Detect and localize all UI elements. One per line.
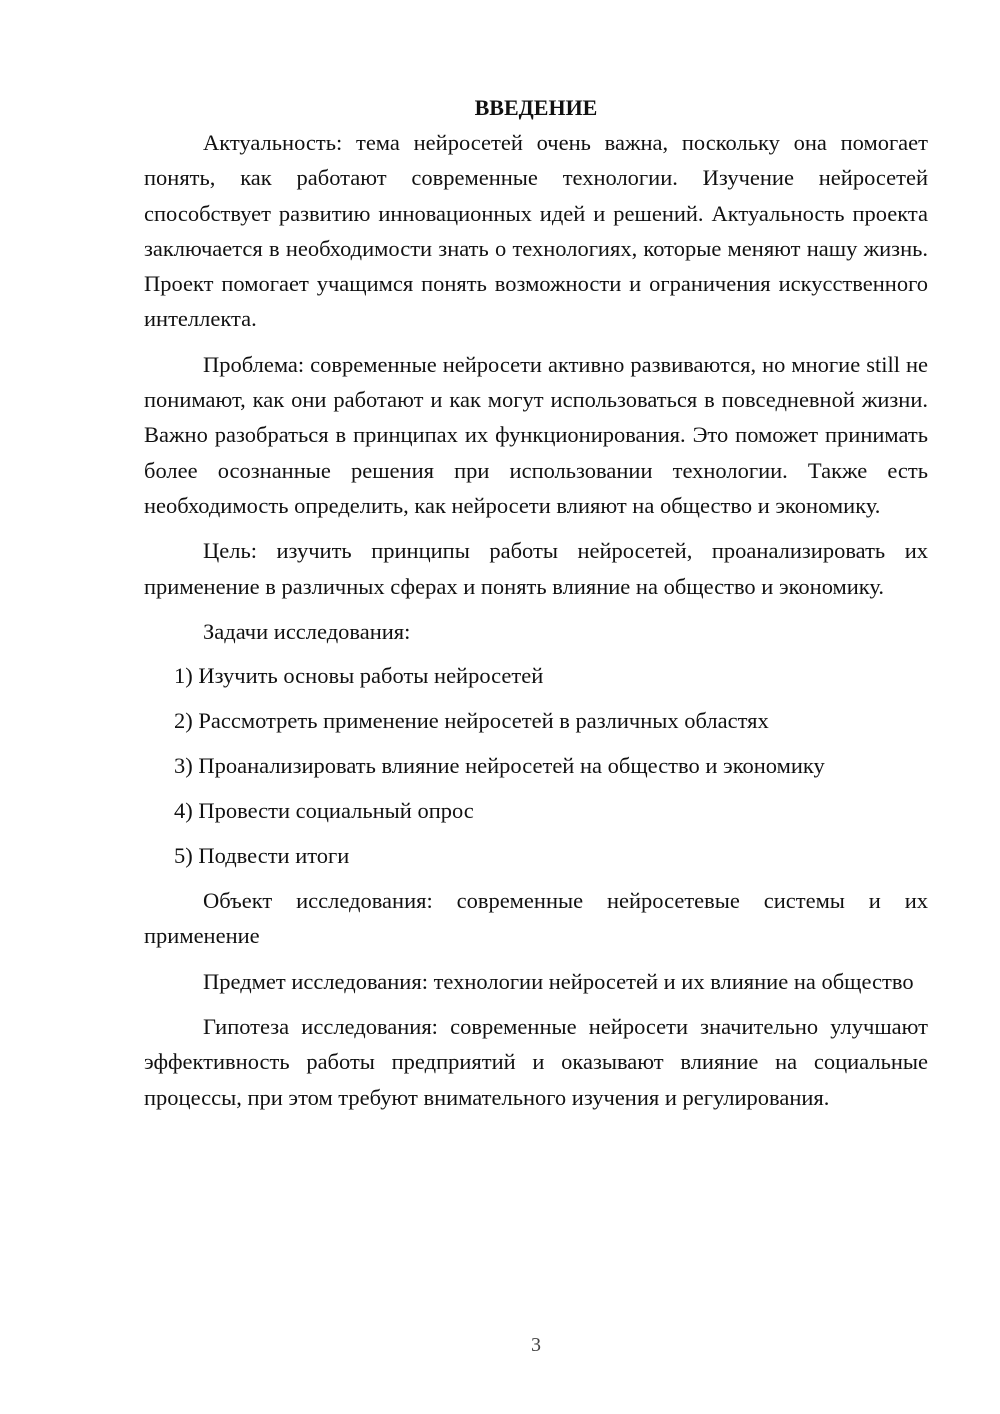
- task-item: 2) Рассмотреть применение нейросетей в различных областях: [174, 708, 769, 734]
- task-item: 1) Изучить основы работы нейросетей: [174, 663, 544, 689]
- section-heading: ВВЕДЕНИЕ: [474, 95, 598, 120]
- tasks-list: [144, 658, 928, 873]
- relevance-paragraph: Актуальность: тема нейросетей очень важна, поскольку она помогает понять, как работают современные технологии. Изучение нейросетей способствует развитию инновационных идей и решений. Актуальность проекта заключается в необходимости знать о технологиях, которые меняют нашу жизнь. Проект помогает учащимся понять возможности и ограничения искусственного интеллекта.: [144, 130, 928, 332]
- tasks-heading: Задачи исследования:: [203, 618, 411, 644]
- task-item: 4) Провести социальный опрос: [174, 798, 474, 824]
- task-item: 5) Подвести итоги: [174, 843, 350, 869]
- page-content: [144, 90, 928, 1125]
- task-item: 3) Проанализировать влияние нейросетей на общество и экономику: [174, 753, 825, 779]
- problem-paragraph: Проблема: современные нейросети активно развиваются, но многие still не понимают, как они работают и как могут использоваться в повседневной жизни. Важно разобраться в принципах их функционирования. Это поможет принимать более осознанные решения при использовании технологии. Также есть необходимость определить, как нейросети влияют на общество и экономику.: [144, 351, 928, 518]
- subject-paragraph: Предмет исследования: технологии нейросетей и их влияние на общество: [203, 968, 914, 994]
- page-number: 3: [531, 1334, 541, 1356]
- goal-paragraph: Цель: изучить принципы работы нейросетей, проанализировать их применение в различных сферах и понять влияние на общество и экономику.: [144, 538, 928, 599]
- hypothesis-paragraph: Гипотеза исследования: современные нейросети значительно улучшают эффективность работы предприятий и оказывают влияние на социальные процессы, при этом требуют внимательного изучения и регулирования.: [144, 1014, 928, 1110]
- object-paragraph: Объект исследования: современные нейросетевые системы и их применение: [144, 888, 928, 949]
